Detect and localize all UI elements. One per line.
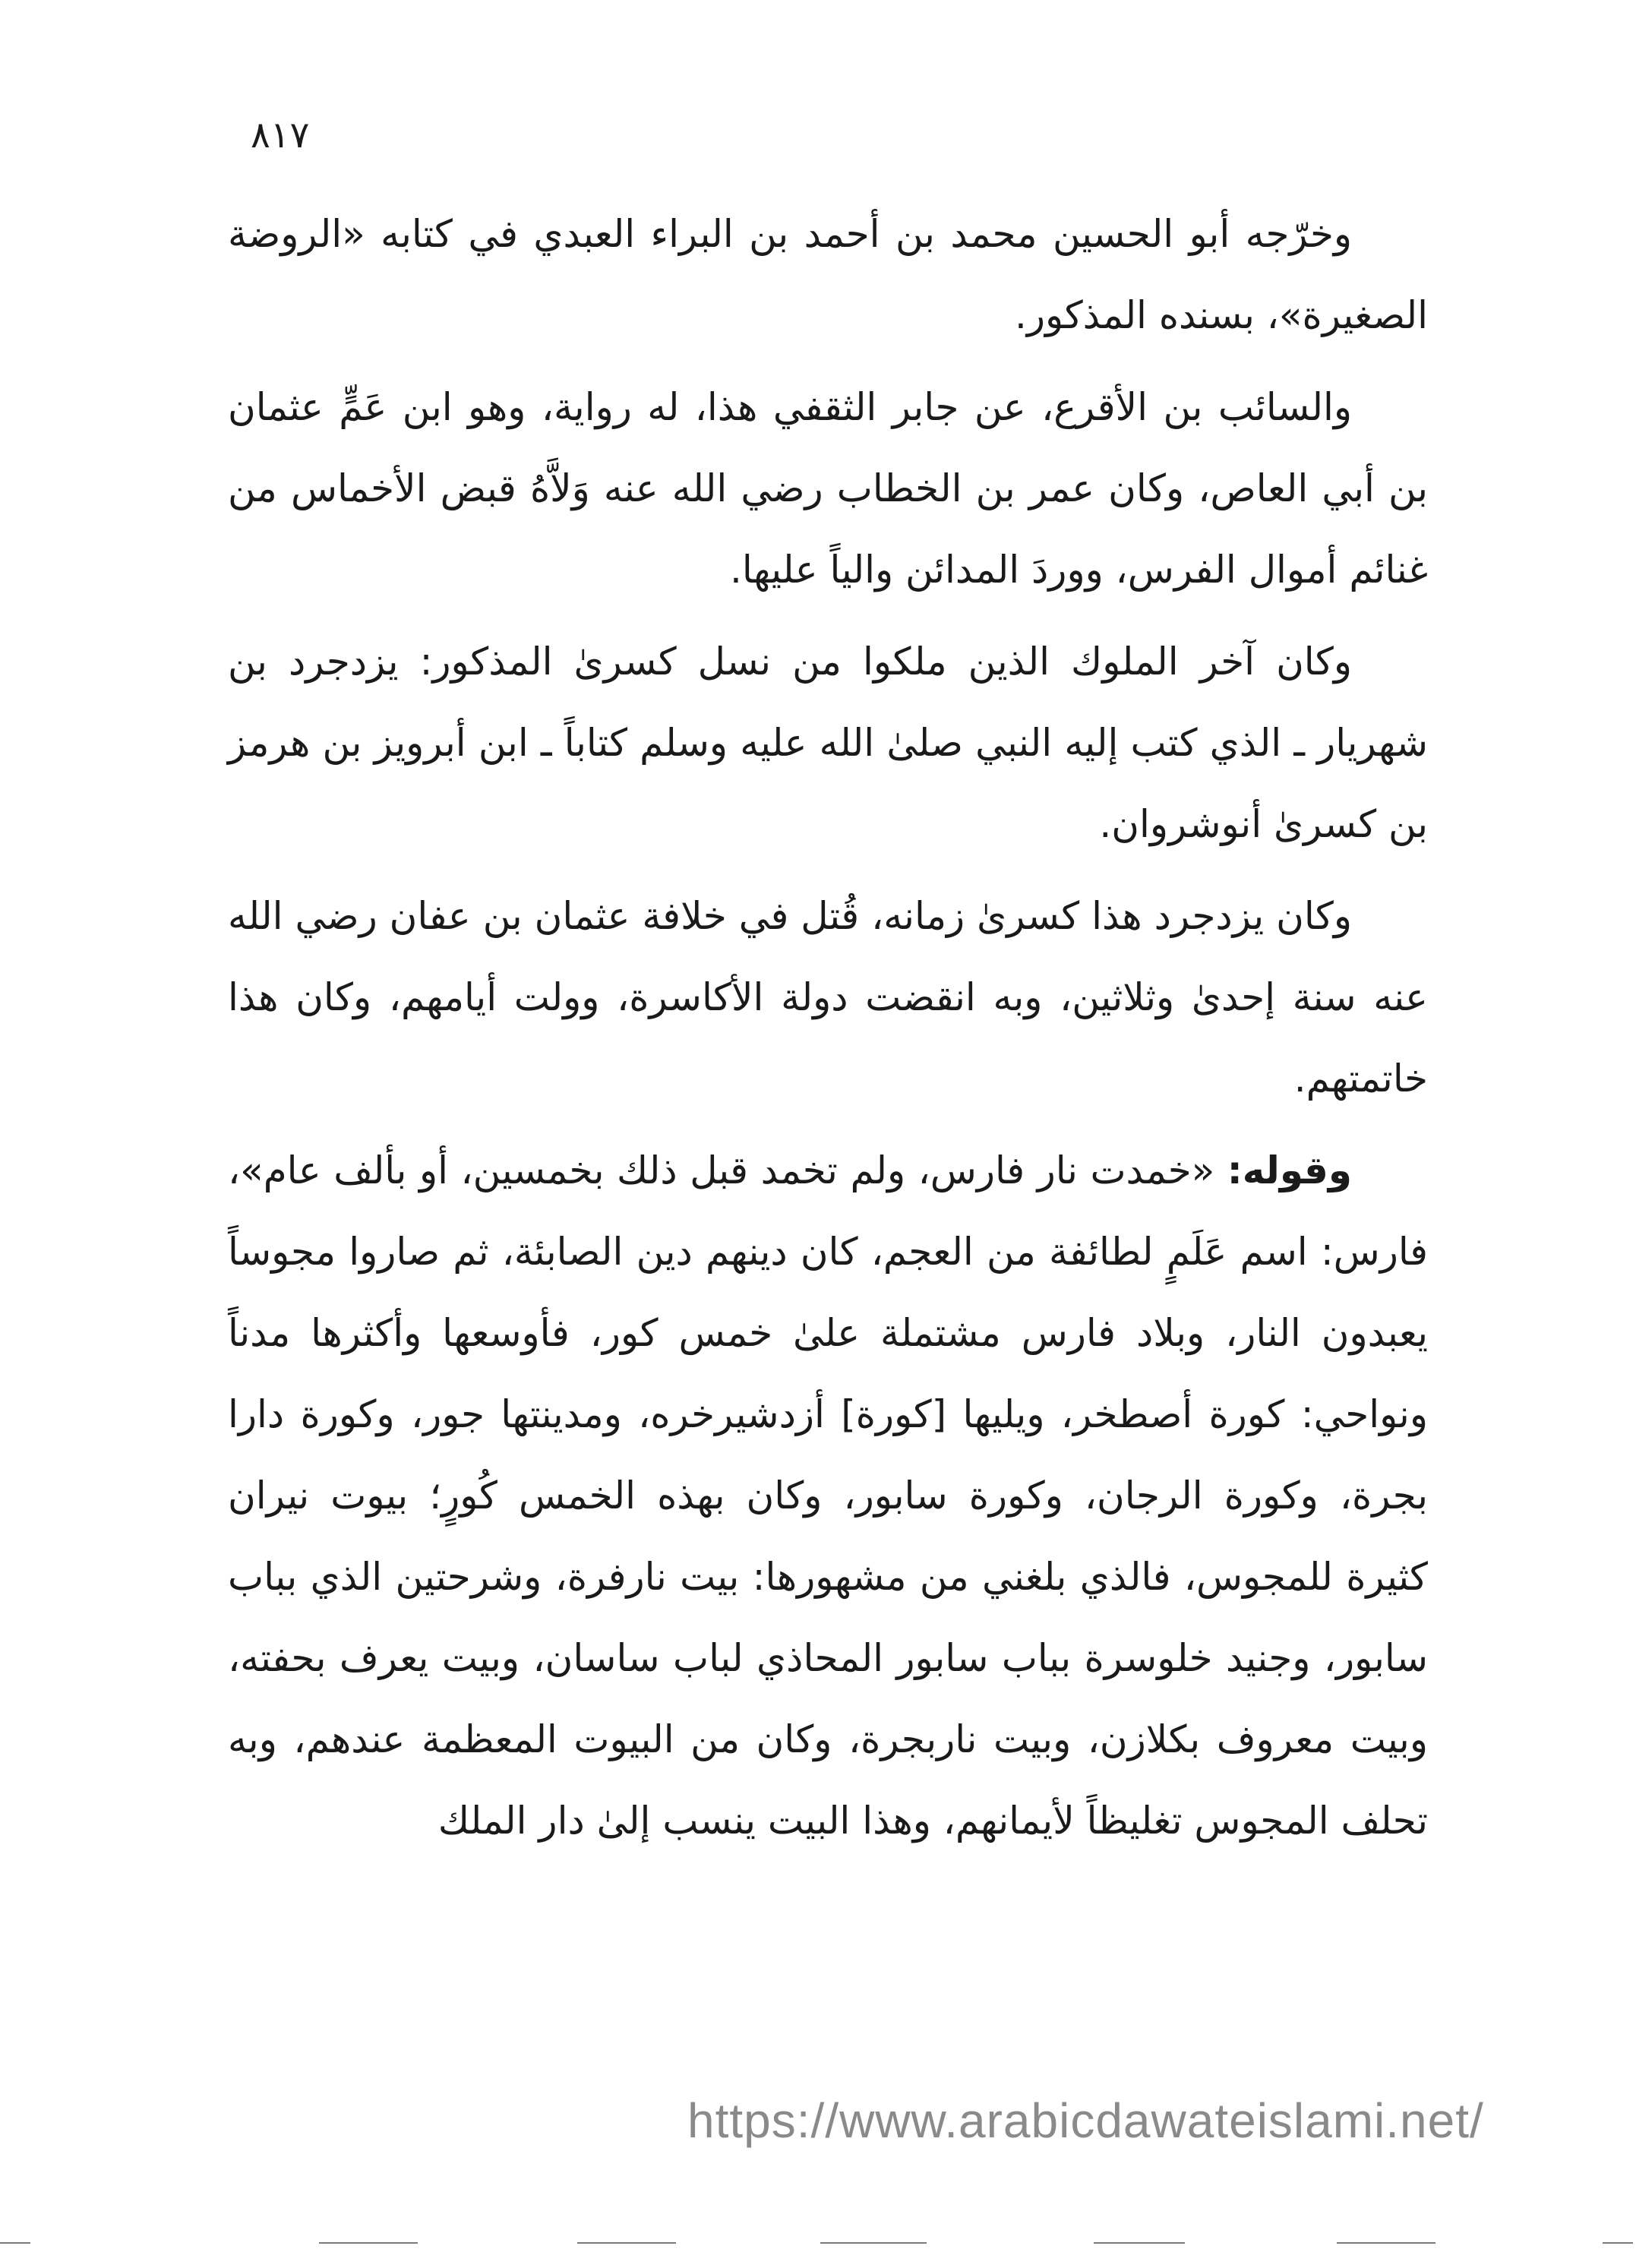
page-number: ٨١٧ [251,114,310,156]
footer-rule [820,2242,927,2244]
footer-rule [1603,2242,1633,2244]
paragraph-5 [228,1130,1428,1862]
paragraph-text: وكان يزدجرد هذا كسرىٰ زمانه، قُتل في خلافة عثمان بن عفان رضي الله عنه سنة إحدىٰ وثلاثين، وبه انقضت دولة الأكاسرة، وولت أيامهم، وكان هذا خاتمتهم. [228,894,1428,1101]
paragraph-text: وخرّجه أبو الحسين محمد بن أحمد بن البراء العبدي في كتابه «الروضة الصغيرة»، بسنده المذكور. [228,212,1428,337]
footer-rule [319,2242,418,2244]
paragraph-text: «خمدت نار فارس، ولم تخمد قبل ذلك بخمسين، أو بألف عام»، فارس: اسم عَلَمٍ لطائفة من العجم، كان دينهم دين الصابئة، ثم صاروا مجوساً يعبدون النار، وبلاد فارس مشتملة علىٰ خمس كور، فأوسعها وأكثرها مدناً ونواحي: كورة أصطخر، ويليها [كورة] أزدشيرخره، ومدينتها جور، وكورة دارا بجرة، وكورة الرجان، وكورة سابور، وكان بهذه الخمس كُورٍ؛ بيوت نيران كثيرة للمجوس، فالذي بلغني من مشهورها: بيت نارفرة، وشرحتين الذي بباب سابور، وجنيد خلوسرة بباب سابور المحاذي لباب ساسان، وبيت يعرف بحفته، وبيت معروف بكلازن، وبيت ناربجرة، وكان من البيوت المعظمة عندهم، وبه تحلف المجوس تغليظاً لأيمانهم، وهذا البيت ينسب إلىٰ دار الملك [228,1148,1428,1843]
paragraph-2 [228,367,1428,611]
paragraph-1 [228,194,1428,356]
footer-rule [1094,2242,1185,2244]
paragraph-3 [228,621,1428,865]
footer-rule [0,2242,30,2244]
paragraph-lead: وقوله: [1227,1148,1352,1192]
footer-rule [577,2242,676,2244]
paragraph-4 [228,876,1428,1120]
paragraph-text: وكان آخر الملوك الذين ملكوا من نسل كسرىٰ المذكور: يزدجرد بن شهريار ـ الذي كتب إليه النبي صلىٰ الله عليه وسلم كتاباً ـ ابن أبرويز بن هرمز بن كسرىٰ أنوشروان. [228,640,1428,846]
footer-rule [1337,2242,1435,2244]
body-text [228,194,1428,1872]
watermark-url: https://www.arabicdawateislami.net/ [687,2093,1484,2148]
paragraph-text: والسائب بن الأقرع، عن جابر الثقفي هذا، له رواية، وهو ابن عَمٍّ عثمان بن أبي العاص، وكان عمر بن الخطاب رضي الله عنه وَلاَّهُ قبض الأخماس من غنائم أموال الفرس، ووردَ المدائن والياً عليها. [228,385,1428,592]
